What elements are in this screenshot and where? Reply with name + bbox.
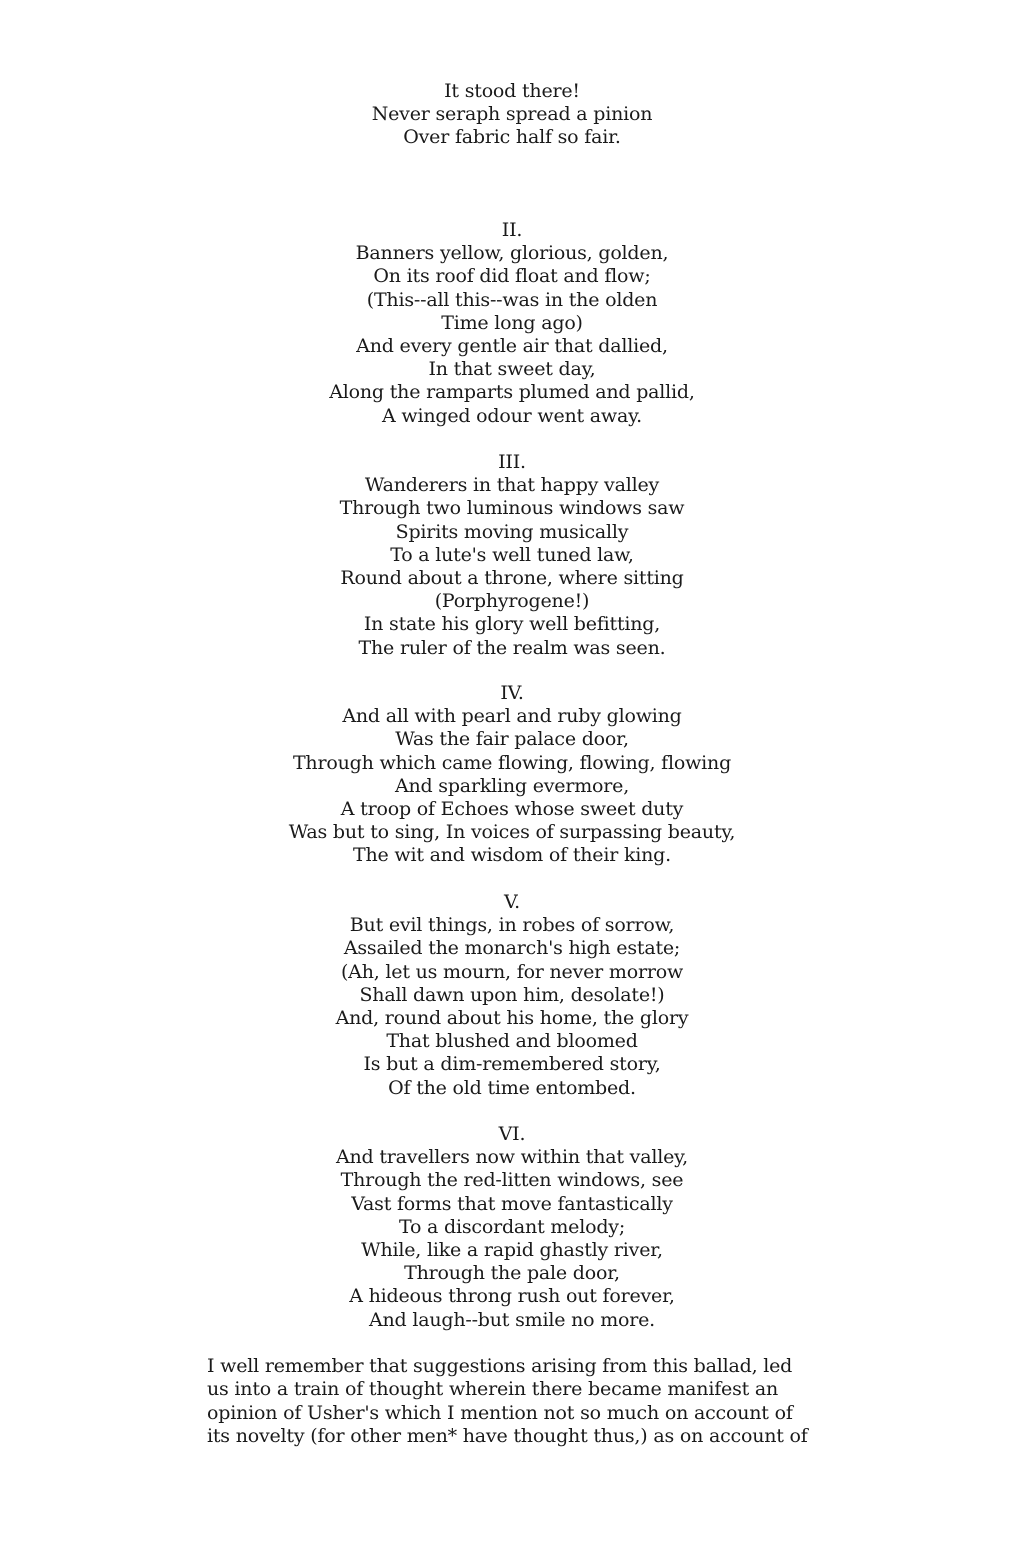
poem-line: Through two luminous windows saw [339, 497, 685, 520]
poem-line: It stood there! [444, 80, 580, 102]
poem-stanza-3 [0, 451, 1024, 660]
stanza-numeral: II. [501, 219, 523, 241]
poem-line: And every gentle air that dallied, [356, 335, 668, 358]
stanza-numeral: IV. [500, 682, 524, 704]
poem-stanza-2 [0, 219, 1024, 428]
poem-line: In state his glory well befitting, [363, 613, 661, 636]
poem-line: The wit and wisdom of their king. [353, 844, 671, 867]
poem-stanza-4 [0, 682, 1024, 868]
poem-line: Vast forms that move fantastically [351, 1192, 673, 1215]
prose-line: opinion of Usher's which I mention not so much on account of [207, 1401, 793, 1424]
prose-paragraph [207, 1355, 807, 1449]
poem-line: To a discordant melody; [398, 1215, 626, 1238]
poem-line: Through the red-litten windows, see [340, 1169, 684, 1192]
poem-line: Shall dawn upon him, desolate!) [359, 983, 665, 1006]
poem-line: Wanderers in that happy valley [364, 474, 660, 497]
poem-line: (Ah, let us mourn, for never morrow [340, 960, 684, 983]
poem-line: And laugh--but smile no more. [368, 1308, 656, 1331]
poem-line: And travellers now within that valley, [336, 1146, 688, 1169]
poem-line: Of the old time entombed. [388, 1076, 636, 1099]
poem-line: And, round about his home, the glory [335, 1007, 689, 1030]
poem-line: (This--all this--was in the olden [366, 288, 658, 311]
poem-line: Never seraph spread a pinion [371, 103, 653, 126]
poem-line: To a lute's well tuned law, [390, 543, 634, 566]
poem-line: Banners yellow, glorious, golden, [355, 242, 669, 265]
stanza-numeral: VI. [498, 1123, 526, 1145]
poem-line: Was the fair palace door, [395, 728, 629, 751]
stanza-numeral: V. [503, 891, 521, 913]
prose-line: its novelty (for other men* have thought thus,) as on account of [207, 1425, 808, 1448]
poem-line: Through the pale door, [404, 1262, 620, 1285]
poem-line: Over fabric half so fair. [403, 126, 621, 149]
poem-stanza-6 [0, 1123, 1024, 1332]
poem-line: Along the ramparts plumed and pallid, [329, 381, 695, 404]
poem-line: (Porphyrogene!) [434, 590, 590, 613]
poem-line: On its roof did float and flow; [373, 265, 651, 288]
poem-line: Assailed the monarch's high estate; [343, 937, 681, 960]
poem-line: While, like a rapid ghastly river, [361, 1239, 663, 1262]
poem-line: Through which came flowing, flowing, flowing [292, 751, 732, 774]
poem-line: But evil things, in robes of sorrow, [349, 914, 675, 937]
poem-line: Time long ago) [441, 311, 583, 334]
poem-line: And sparkling evermore, [394, 774, 630, 797]
prose-line: us into a train of thought wherein there became manifest an [207, 1378, 779, 1401]
poem-line: Was but to sing, In voices of surpassing beauty, [288, 821, 736, 844]
poem-line: That blushed and bloomed [386, 1030, 638, 1053]
poem-line: Round about a throne, where sitting [340, 567, 684, 590]
poem-stanza-5 [0, 891, 1024, 1100]
poem-line: A hideous throng rush out forever, [349, 1285, 675, 1308]
poem-line: Spirits moving musically [395, 520, 629, 543]
poem-line: A winged odour went away. [382, 404, 642, 427]
poem-line: Is but a dim-remembered story, [363, 1053, 661, 1076]
prose-line: I well remember that suggestions arising from this ballad, led [207, 1355, 793, 1377]
poem-line: In that sweet day, [428, 358, 596, 381]
poem-line: The ruler of the realm was seen. [358, 636, 666, 659]
poem-line: A troop of Echoes whose sweet duty [340, 798, 684, 821]
poem-stanza-intro [0, 80, 1024, 150]
stanza-numeral: III. [498, 451, 526, 473]
poem-line: And all with pearl and ruby glowing [342, 705, 682, 728]
